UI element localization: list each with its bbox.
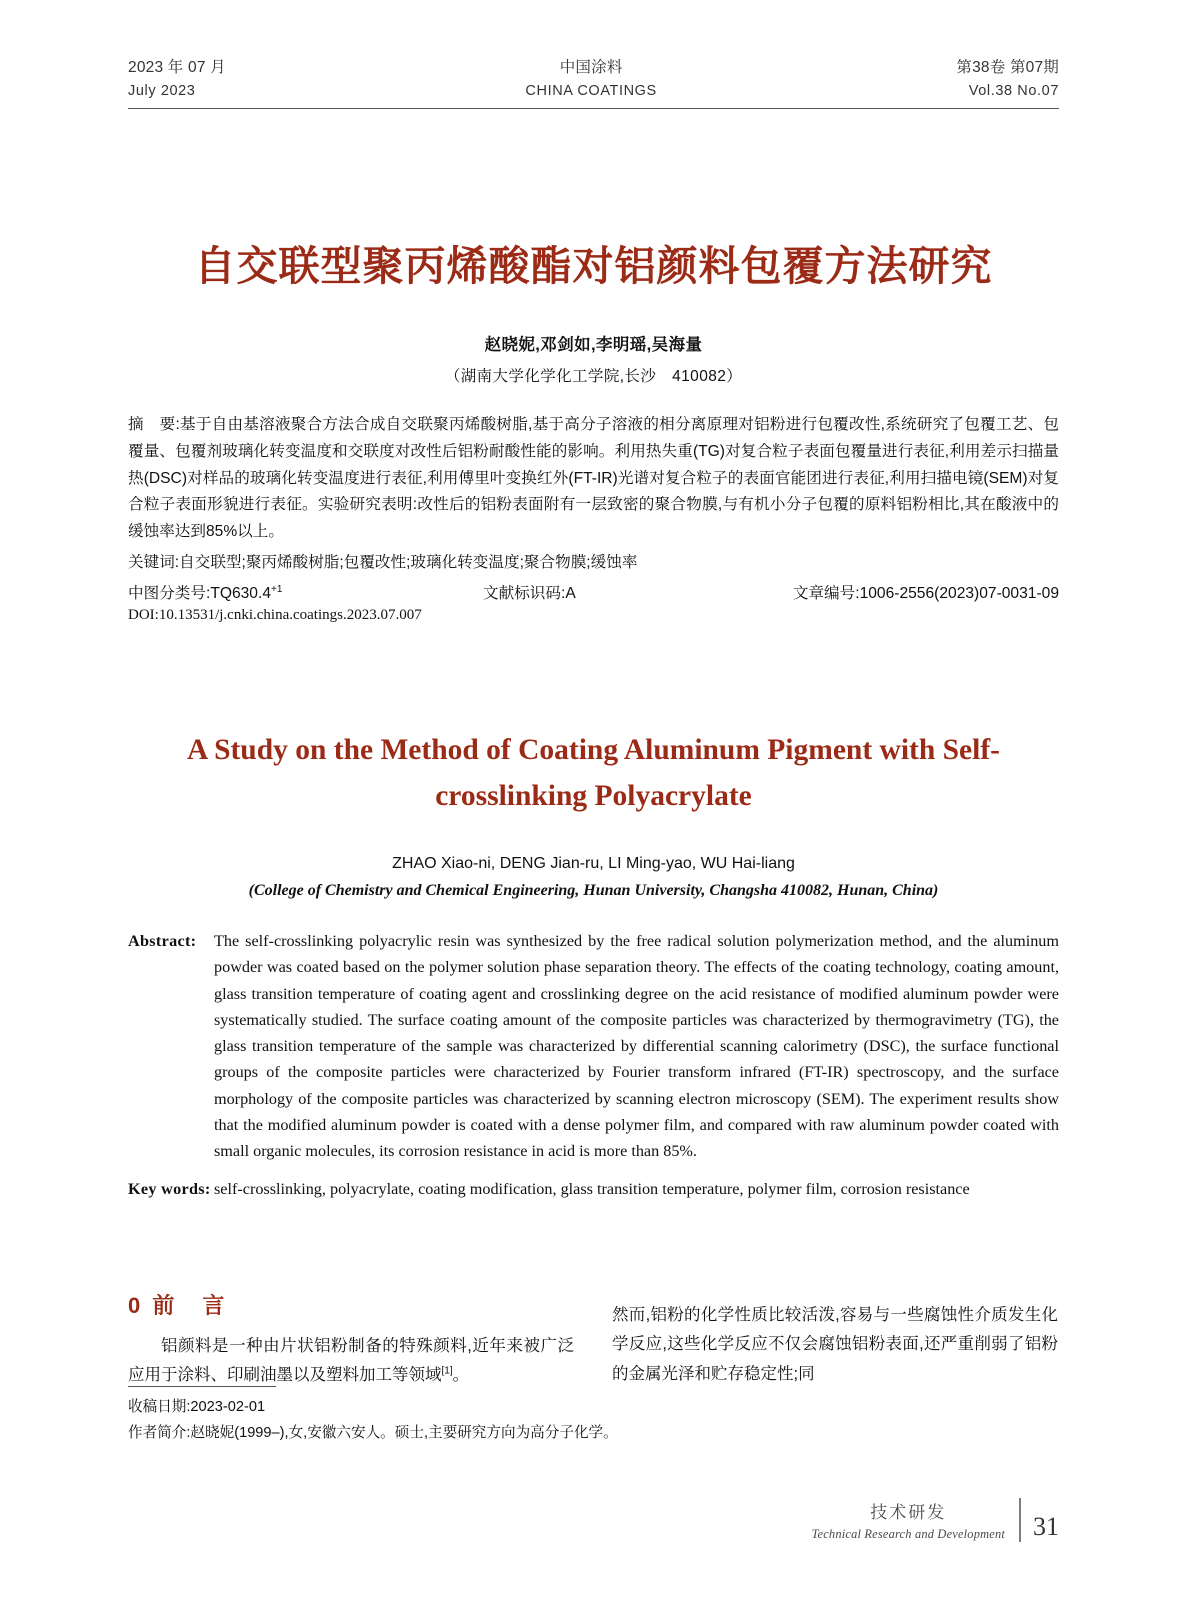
clc-label: 中图分类号: [128, 584, 211, 602]
issue-date-en: July 2023 [128, 83, 196, 100]
page-footer [812, 1498, 1059, 1542]
footnotes [128, 1386, 688, 1446]
footer-separator [1019, 1498, 1021, 1542]
abstract-cn-label: 摘 要: [128, 415, 180, 433]
journal-name-en: CHINA COATINGS [525, 83, 657, 100]
keywords-en-text: self-crosslinking, polyacrylate, coating modification, glass transition temperature, polymer film, corrosion resistance [214, 1180, 970, 1199]
running-head [128, 0, 1059, 102]
footnote-divider [128, 1386, 276, 1387]
running-head-center [525, 56, 656, 102]
document-code-value: A [565, 584, 576, 602]
keywords-cn-label: 关键词: [128, 553, 180, 571]
running-head-right [956, 56, 1059, 102]
doi: DOI:10.13531/j.cnki.china.coatings.2023.07.007 [128, 606, 422, 623]
keywords-cn-text: 自交联型;聚丙烯酸树脂;包覆改性;玻璃化转变温度;聚合物膜;缓蚀率 [179, 553, 638, 571]
page-number: 31 [1033, 1512, 1059, 1541]
article-id-value: 1006-2556(2023)07-0031-09 [859, 584, 1059, 602]
footer-section-name [812, 1498, 1019, 1542]
paragraph-right: 然而,铝粉的化学性质比较活泼,容易与一些腐蚀性介质发生化学反应,这些化学反应不仅会腐蚀铝粉表面,还严重削弱了铝粉的金属光泽和贮存稳定性;同 [612, 1305, 1058, 1383]
section-heading [128, 1289, 574, 1320]
abstract-cn [128, 412, 1059, 546]
article-id [758, 581, 1059, 603]
abstract-en-text: The self-crosslinking polyacrylic resin was synthesized by the free radical solution polymerization method, and the aluminum powder was coated based on the polymer solution phase separation theory. The effects of the coating technology, coating amount, glass transition temperature of coating agent and crosslinking degree on the acid resistance of modified aluminum powder were systematically studied. The surface coating amount of the composite particles was characterized by thermogravimetry (TG), the glass transition temperature of the sample was characterized by differential scanning calorimetry (DSC), the surface functional groups of the composite particles were characterized by Fourier transform infrared (FT-IR) spectroscopy, and the surface morphology of the composite particles was characterized by scanning electron microscopy (SEM). The experiment results show that the modified aluminum powder is coated with a dense polymer film, and compared with raw aluminum powder coated with small organic molecules, its corrosion resistance in acid is more than 85%. [214, 932, 1059, 1161]
header-divider [128, 108, 1059, 109]
footer-section-cn: 技术研发 [870, 1503, 947, 1522]
journal-name-cn: 中国涂料 [559, 59, 623, 76]
keywords-cn [128, 550, 1059, 577]
classification-row [128, 581, 1059, 603]
abstract-cn-text: 基于自由基溶液聚合方法合成自交联聚丙烯酸树脂,基于高分子溶液的相分离原理对铝粉进行包覆改性,系统研究了包覆工艺、包覆量、包覆剂玻璃化转变温度和交联度对改性后铝粉耐酸性能的影响。利用热失重(TG)对复合粒子表面包覆量进行表征,利用差示扫描量热(DSC)对样品的玻璃化转变温度进行表征,利用傅里叶变换红外(FT-IR)光谱对复合粒子的表面官能团进行表征,利用扫描电镜(SEM)对复合粒子表面形貌进行表征。实验研究表明:改性后的铝粉表面附有一层致密的聚合物膜,与有机小分子包覆的原料铝粉相比,其在酸液中的缓蚀率达到85%以上。 [128, 415, 1059, 541]
authors-cn: 赵晓妮,邓剑如,李明瑶,吴海量 [484, 335, 703, 354]
paragraph-left-tail: 。 [452, 1366, 470, 1385]
section-number: 0 [128, 1292, 144, 1318]
volume-issue-en: Vol.38 No.07 [968, 83, 1059, 100]
reference-marker: [1] [441, 1365, 453, 1377]
article-id-label: 文章编号: [792, 584, 860, 602]
clc-value: TQ630.4 [210, 584, 271, 602]
affiliation-cn: （湖南大学化学化工学院,长沙 410082） [444, 367, 743, 385]
keywords-en-label: Key words: [128, 1180, 211, 1199]
paragraph-left-text: 铝颜料是一种由片状铝粉制备的特殊颜料,近年来被广泛应用于涂料、印刷油墨以及塑料加工等领域 [128, 1336, 574, 1385]
footnote-received-date: 收稿日期:2023-02-01 [128, 1399, 266, 1415]
paragraph-left [128, 1332, 574, 1391]
footer-section-en: Technical Research and Development [811, 1527, 1005, 1541]
issue-date-cn: 2023 年 07 月 [128, 59, 226, 76]
running-head-left [128, 56, 226, 102]
document-code [483, 581, 758, 603]
clc-superscript: +1 [271, 583, 283, 595]
section-title: 前 言 [152, 1292, 228, 1318]
abstract-en-label: Abstract: [128, 932, 197, 951]
keywords-en [128, 1176, 1059, 1202]
title-cn: 自交联型聚丙烯酸酯对铝颜料包覆方法研究 [194, 243, 993, 290]
footnote-author-bio: 作者简介:赵晓妮(1999–),女,安徽六安人。硕士,主要研究方向为高分子化学。 [128, 1424, 618, 1441]
body-column-left [128, 1289, 574, 1391]
authors-en: ZHAO Xiao-ni, DENG Jian-ru, LI Ming-yao, WU Hai-liang [392, 855, 795, 873]
affiliation-en: (College of Chemistry and Chemical Engineering, Hunan University, Changsha 410082, Hunan, China) [248, 882, 939, 900]
clc-number [128, 581, 483, 603]
body-column-right [612, 1289, 1058, 1391]
title-en: A Study on the Method of Coating Aluminum Pigment with Self-crosslinking Polyacrylate [187, 733, 1000, 812]
volume-issue-cn: 第38卷 第07期 [956, 59, 1059, 76]
document-code-label: 文献标识码: [483, 584, 566, 602]
body-columns [128, 1289, 1059, 1391]
abstract-en [128, 928, 1059, 1164]
